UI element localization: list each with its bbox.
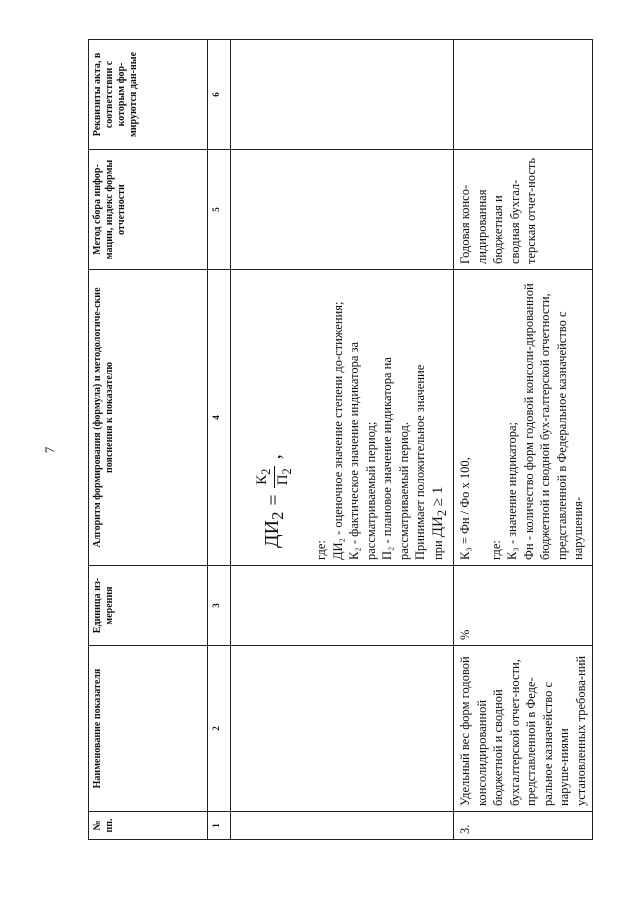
table-row-continuation <box>231 40 454 840</box>
row-number: 3. <box>454 812 593 840</box>
algorithm-cell <box>231 270 454 566</box>
method-cell: Годовая консо-лидированная бюджетная и сводная бухгал-терская отчет-ность <box>454 150 593 270</box>
table-row-3 <box>454 40 593 840</box>
definition-p2: П₂ - плановое значение индикатора на рассматриваемый период. <box>380 357 411 560</box>
formula-lhs: $ДИ_2$ <box>261 511 287 548</box>
formula-numerator: $К_2$ <box>254 466 275 488</box>
definition-k3: К₃ - значение индикатора; <box>505 421 519 560</box>
algorithm-cell <box>454 270 593 566</box>
table-header-row <box>89 40 208 840</box>
formula-denominator: $П_2$ <box>275 468 294 486</box>
header-unit: Единица из-мерения <box>89 566 208 646</box>
column-number: 1 <box>208 812 231 840</box>
column-number: 6 <box>208 40 231 150</box>
empty-cell <box>231 812 454 840</box>
column-number: 4 <box>208 270 231 566</box>
formula-equals: = <box>263 494 285 506</box>
indicator-name: Удельный вес форм годовой консолидированной бюджетной и сводной бухгалтерской отчет-ности, представленной в Феде-ральное казначейство с наруше-ниями установленных требова-ний <box>454 646 593 812</box>
header-name: Наименование показателя <box>89 646 208 812</box>
requisites-cell <box>454 40 593 150</box>
definitions-block <box>313 275 450 560</box>
formula-di2 <box>254 275 295 548</box>
column-number: 5 <box>208 150 231 270</box>
where-label: где: <box>488 540 503 560</box>
empty-cell <box>231 150 454 270</box>
empty-cell <box>231 40 454 150</box>
condition-line: при $ДИ_2 \ge 1$ <box>429 486 449 560</box>
unit-cell: % <box>454 566 593 646</box>
header-algorithm: Алгоритм формирования (формула) и методологиче-ские пояснения к показателю <box>89 270 208 566</box>
definition-positive: Принимает положительное значение <box>413 364 427 560</box>
formula-k3: К₃ = Фн / Фо х 100, <box>458 457 472 560</box>
column-number: 2 <box>208 646 231 812</box>
definition-k2: К₂ - фактическое значение индикатора за рассматриваемый период; <box>347 341 378 560</box>
empty-cell <box>231 566 454 646</box>
formula-fraction <box>254 465 295 488</box>
indicator-table <box>88 39 593 840</box>
header-requisites: Реквизиты акта, в соответствии с которым фор-мируются дан-ные <box>89 40 208 150</box>
column-number: 3 <box>208 566 231 646</box>
column-number-row <box>208 40 231 840</box>
formula-comma: , <box>263 454 285 460</box>
definition-fn: Фн - количество форм годовой консоли-дированной бюджетной и сводной бух-галтерской отчетности, представленной в Федеральное казначейство с нарушения- <box>521 283 585 560</box>
empty-cell <box>231 646 454 812</box>
rotated-table-sheet <box>88 40 588 840</box>
where-label: где: <box>314 540 328 560</box>
page-number: 7 <box>42 446 57 454</box>
header-num: № пп. <box>89 812 208 840</box>
header-method: Метод сбора инфор-мации, индекс формы отчетности <box>89 150 208 270</box>
definition-di2: ДИ₂ - оценочное значение степени до-стижения; <box>330 301 345 560</box>
